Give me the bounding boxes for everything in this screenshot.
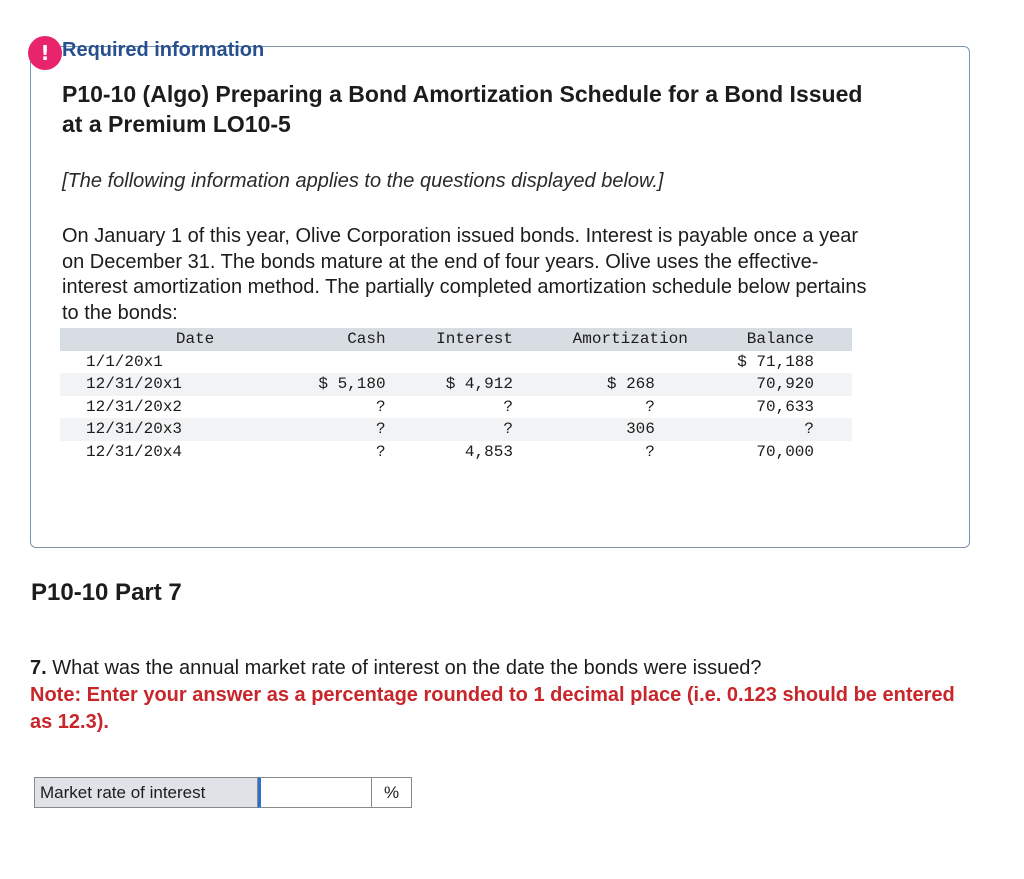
cell-interest: ? bbox=[503, 397, 513, 416]
cell-interest: 4,853 bbox=[464, 442, 513, 461]
cell-date: 1/1/20x1 bbox=[86, 352, 163, 371]
question-number: 7. bbox=[30, 657, 47, 679]
table-row bbox=[60, 373, 852, 396]
table-row bbox=[60, 418, 852, 441]
cell-cash: $ 5,180 bbox=[318, 375, 386, 394]
cell-cash: ? bbox=[375, 420, 386, 439]
header-cash: Cash bbox=[347, 330, 386, 349]
market-rate-input[interactable] bbox=[258, 777, 372, 808]
cell-amortization: ? bbox=[645, 397, 655, 416]
cell-amortization bbox=[519, 351, 691, 374]
part-title: P10-10 Part 7 bbox=[31, 579, 182, 606]
problem-title: P10-10 (Algo) Preparing a Bond Amortization Schedule for a Bond Issued at a Premium LO10-5 bbox=[62, 81, 863, 137]
amortization-schedule bbox=[60, 328, 852, 463]
schedule-header-row bbox=[60, 328, 852, 351]
cell-date: 12/31/20x3 bbox=[86, 420, 183, 439]
header-balance: Balance bbox=[746, 330, 814, 349]
cell-balance: 70,633 bbox=[756, 397, 814, 416]
header-interest: Interest bbox=[436, 330, 513, 349]
question-body: What was the annual market rate of interest on the date the bonds were issued? bbox=[52, 657, 762, 679]
header-amortization: Amortization bbox=[572, 330, 688, 349]
cell-date: 12/31/20x4 bbox=[86, 442, 183, 461]
cell-balance: $ 71,188 bbox=[737, 352, 814, 371]
cell-cash: ? bbox=[375, 397, 386, 416]
cell-date: 12/31/20x1 bbox=[86, 375, 183, 394]
answer-label: Market rate of interest bbox=[34, 777, 258, 808]
cell-interest bbox=[392, 351, 519, 374]
answer-note: Note: Enter your answer as a percentage rounded to 1 decimal place (i.e. 0.123 should be entered as 12.3). bbox=[30, 684, 955, 733]
cell-amortization: 306 bbox=[626, 420, 655, 439]
header-date: Date bbox=[175, 330, 215, 349]
applies-note: [The following information applies to the questions displayed below.] bbox=[62, 170, 664, 192]
cell-amortization: $ 268 bbox=[606, 375, 655, 394]
cell-balance: ? bbox=[804, 420, 814, 439]
required-info-heading: Required information bbox=[62, 39, 265, 61]
table-row bbox=[60, 396, 852, 419]
table-row bbox=[60, 351, 852, 374]
problem-intro: On January 1 of this year, Olive Corporation issued bonds. Interest is payable once a year on December 31. The bonds mature at the end of four years. Olive uses the effective-interest amortization method. The partially completed amortization schedule below pertains to the bonds: bbox=[62, 225, 867, 324]
cell-interest: ? bbox=[503, 420, 513, 439]
table-row bbox=[60, 441, 852, 464]
percent-unit: % bbox=[372, 777, 412, 808]
cell-cash: ? bbox=[375, 442, 386, 461]
cell-interest: $ 4,912 bbox=[445, 375, 513, 394]
cell-balance: 70,920 bbox=[756, 375, 814, 394]
cell-cash bbox=[220, 351, 391, 374]
question-text bbox=[30, 655, 990, 682]
exclamation-icon: ! bbox=[28, 36, 62, 70]
cell-balance: 70,000 bbox=[756, 442, 814, 461]
cell-amortization: ? bbox=[645, 442, 655, 461]
cell-date: 12/31/20x2 bbox=[86, 397, 183, 416]
answer-row bbox=[34, 777, 412, 808]
